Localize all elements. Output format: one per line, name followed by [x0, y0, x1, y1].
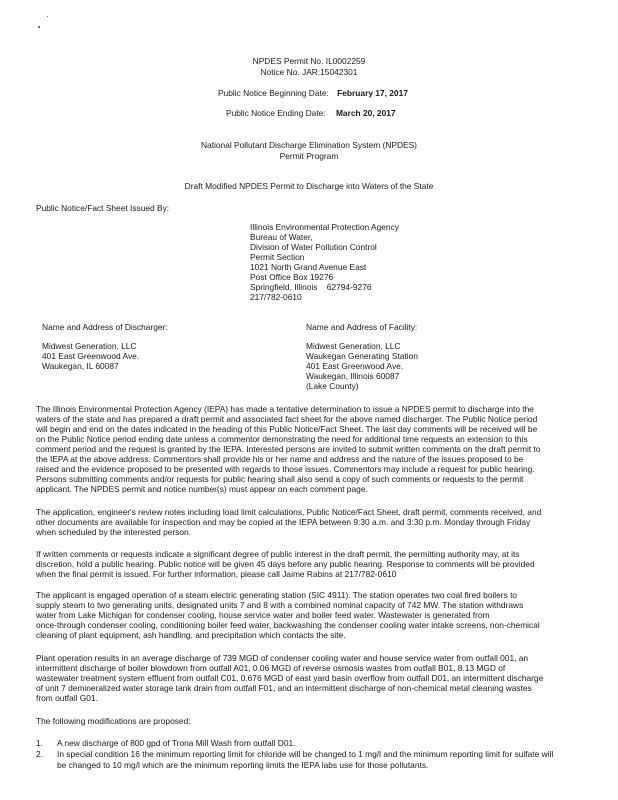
paragraph-line: cleaning of plant equipment, ash handling, and precipitation which contacts the site. — [36, 630, 346, 640]
paragraph-line: The application, engineer's review notes including load limit calculations, Public Notice/Fact Sheet, draft permit, comments received, and — [36, 507, 542, 517]
paragraph-line: the IEPA at the above address. Commentors shall provide his or her name and address and the nature of the issues proposed to be — [36, 454, 524, 464]
begin-date-label: Public Notice Beginning Date: — [218, 88, 329, 98]
program-line-1: National Pollutant Discharge Elimination System (NPDES) — [201, 140, 417, 150]
issuer-line: 1021 North Grand Avenue East — [250, 262, 367, 272]
issuer-line: Illinois Environmental Protection Agency — [250, 222, 399, 232]
paragraph-line: once-through condenser cooling, conditioning boiler feed water, backwashing the condenser cooling water intake screens, non-chemical — [36, 620, 540, 630]
modification-text: A new discharge of 800 gpd of Trona Mill Wash from outfall D01. — [57, 738, 296, 748]
facility-line: Waukegan, Illinois 60087 — [306, 371, 400, 381]
modification-number: 2. — [36, 749, 43, 759]
paragraph-hearing — [36, 549, 582, 579]
facility-line: 401 East Greenwood Ave. — [306, 361, 404, 371]
paragraph-line: other documents are available for inspection and may be copied at the IEPA between 9:30 a.m. and 3:30 p.m. Monday through Friday — [36, 517, 531, 527]
paragraph-line: supply steam to two generating units, designated units 7 and 8 with a combined nominal capacity of 742 MW. The station withdraws — [36, 600, 524, 610]
discharger-address — [42, 341, 139, 371]
end-date-value: March 20, 2017 — [335, 108, 396, 118]
issuer-line: Division of Water Pollution Control — [250, 242, 377, 252]
issuer-line: Permit Section — [250, 252, 305, 262]
paragraph-line: Plant operation results in an average discharge of 739 MGD of condenser cooling water and house service water from outfall 001, an — [36, 653, 529, 663]
modification-number: 1. — [36, 738, 43, 748]
paragraph-line: applicant. The NPDES permit and notice number(s) must appear on each comment page. — [36, 484, 368, 494]
begin-date-value: February 17, 2017 — [337, 88, 408, 98]
issuer-line: 217/782-0610 — [250, 292, 302, 302]
facility-address — [306, 341, 418, 391]
issuer-line: Bureau of Water, — [250, 232, 313, 242]
facility-label: Name and Address of Facility: — [306, 322, 418, 332]
paragraph-line: intermittent discharge of boiler blowdown from outfall A01, 0.06 MGD of reverse osmosis wastes from outfall B01, 8.13 MGD of — [36, 663, 506, 673]
discharger-line: 401 East Greenwood Ave. — [42, 351, 140, 361]
paragraph-line: from outfall G01. — [36, 693, 98, 703]
paragraph-line: when scheduled by the interested person. — [36, 527, 192, 537]
paragraph-public-notice — [36, 404, 582, 494]
paragraph-line: discretion, hold a public hearing. Public notice will be given 45 days before any public hearing. Response to comments will be provided — [36, 559, 535, 569]
paragraph-line: Persons submitting comments and/or requests for public hearing shall also send a copy of such comments or requests to the permit — [36, 474, 524, 484]
begin-date-row — [218, 88, 408, 98]
paragraph-applicant — [36, 590, 582, 640]
notice-number: Notice No. JAR:15042301 — [260, 67, 358, 77]
modification-text: In special condition 16 the minimum reporting limit for chloride will be changed to 1 mg/l and the minimum reporting limit for sulfate will — [57, 749, 554, 759]
paragraph-plant-operation — [36, 653, 582, 703]
issuer-address — [250, 222, 399, 302]
paragraph-line: of unit 7 demineralized water storage tank drain from outfall F01, and an intermittent discharge of non-chemical metal cleaning wastes — [36, 683, 532, 693]
scan-speck — [38, 26, 40, 28]
program-line-2: Permit Program — [279, 151, 339, 161]
paragraph-line: wastewater treatment system effluent from outfall C01, 0.676 MGD of east yard basin overflow from outfall D01, an intermittent discharge — [36, 673, 544, 683]
issuer-label: Public Notice/Fact Sheet Issued By: — [36, 203, 170, 213]
paragraph-line: If written comments or requests indicate a significant degree of public interest in the draft permit, the permitting authority may, at its — [36, 549, 520, 559]
issuer-line: Springfield, Illinois 62794-9276 — [250, 282, 372, 292]
draft-title: Draft Modified NPDES Permit to Discharge into Waters of the State — [184, 181, 434, 191]
paragraph-line: on the Public Notice period ending date unless a commentor demonstrating the need for additional time requests an extension to this — [36, 434, 528, 444]
facility-line: (Lake County) — [306, 381, 359, 391]
discharger-label: Name and Address of Discharger: — [42, 322, 168, 332]
facility-line: Waukegan Generating Station — [306, 351, 418, 361]
modifications-intro: The following modifications are proposed: — [36, 716, 191, 726]
paragraph-line: waters of the state and has prepared a draft permit and associated fact sheet for the above named discharger. The Public Notice period — [36, 414, 538, 424]
end-date-row — [226, 108, 396, 118]
paragraph-line: when the final permit is issued. For further information, please call Jaime Rabins at 217/782-0610 — [36, 569, 397, 579]
paragraph-line: The applicant is engaged operation of a steam electric generating station (SIC 4911). The station operates two coal fired boilers to — [36, 590, 518, 600]
discharger-line: Midwest Generation, LLC — [42, 341, 137, 351]
facility-line: Midwest Generation, LLC — [306, 341, 401, 351]
paragraph-line: water from Lake Michigan for condenser cooling, house service water and boiler feed water. Wastewater is generated from — [36, 610, 490, 620]
issuer-line: Post Office Box 19276 — [250, 272, 334, 282]
permit-number: NPDES Permit No. IL0002259 — [252, 56, 366, 66]
paragraph-line: The Illinois Environmental Protection Agency (IEPA) has made a tentative determination to issue a NPDES permit to discharge into the — [36, 404, 534, 414]
discharger-line: Waukegan, IL 60087 — [42, 361, 119, 371]
scan-speck — [47, 16, 48, 17]
end-date-label: Public Notice Ending Date: — [226, 108, 326, 118]
modification-text: be changed to 10 mg/l which are the minimum reporting limits the IEPA labs use for those pollutants. — [57, 760, 429, 770]
paragraph-inspection — [36, 507, 582, 537]
paragraph-line: raised and the evidence proposed to be presented with regards to those issues. Commentors may include a request for public hearing. — [36, 464, 535, 474]
paragraph-line: will begin and end on the dates indicated in the heading of this Public Notice/Fact Sheet. The last day comments will be received will be — [36, 424, 538, 434]
paragraph-line: comment period and the request is granted by the IEPA. Interested persons are invited to submit written comments on the draft permit to — [36, 444, 541, 454]
